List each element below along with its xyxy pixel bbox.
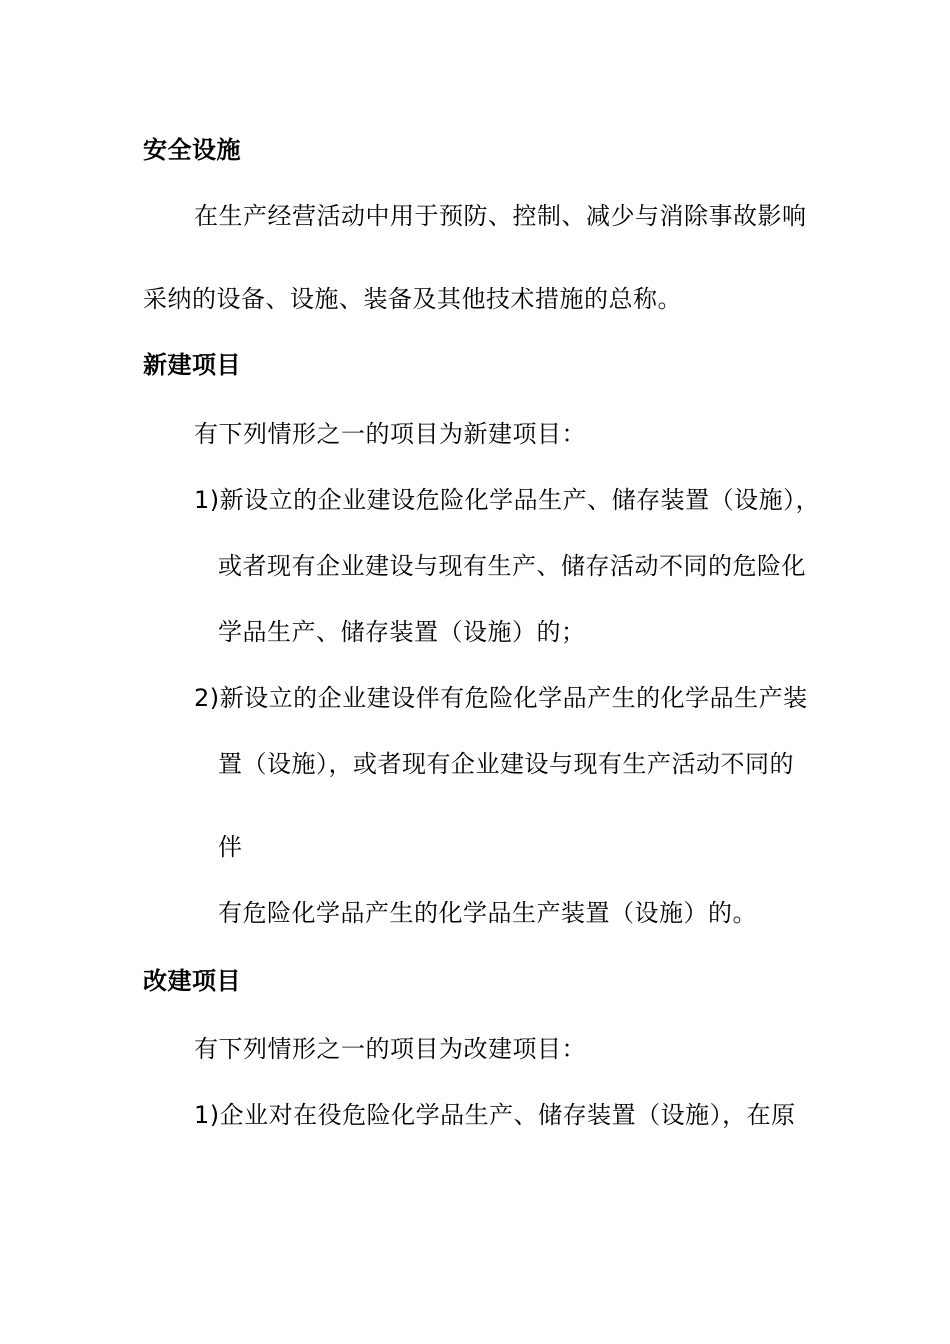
section-heading-safety-facilities: 安全设施: [143, 136, 241, 164]
list-item-line: 2)新设立的企业建设伴有危险化学品产生的化学品生产装: [194, 684, 808, 712]
section-intro: 有下列情形之一的项目为新建项目：: [194, 420, 586, 448]
list-item-line: 伴: [218, 833, 243, 861]
paragraph-line: 采纳的设备、设施、装备及其他技术措施的总称。: [143, 285, 682, 313]
list-item-line: 学品生产、储存装置（设施）的；: [218, 618, 586, 646]
section-intro: 有下列情形之一的项目为改建项目：: [194, 1035, 586, 1063]
list-item-line: 有危险化学品产生的化学品生产装置（设施）的。: [218, 899, 757, 927]
list-item-line: 置（设施），或者现有企业建设与现有生产活动不同的: [218, 750, 794, 778]
section-heading-renovation-project: 改建项目: [143, 967, 241, 995]
list-item-line: 1)新设立的企业建设危险化学品生产、储存装置（设施），: [194, 486, 821, 514]
paragraph-line: 在生产经营活动中用于预防、控制、减少与消除事故影响: [194, 202, 807, 230]
list-item-line: 1)企业对在役危险化学品生产、储存装置（设施），在原: [194, 1101, 796, 1129]
section-heading-new-project: 新建项目: [143, 351, 241, 379]
list-item-line: 或者现有企业建设与现有生产、储存活动不同的危险化: [218, 552, 806, 580]
